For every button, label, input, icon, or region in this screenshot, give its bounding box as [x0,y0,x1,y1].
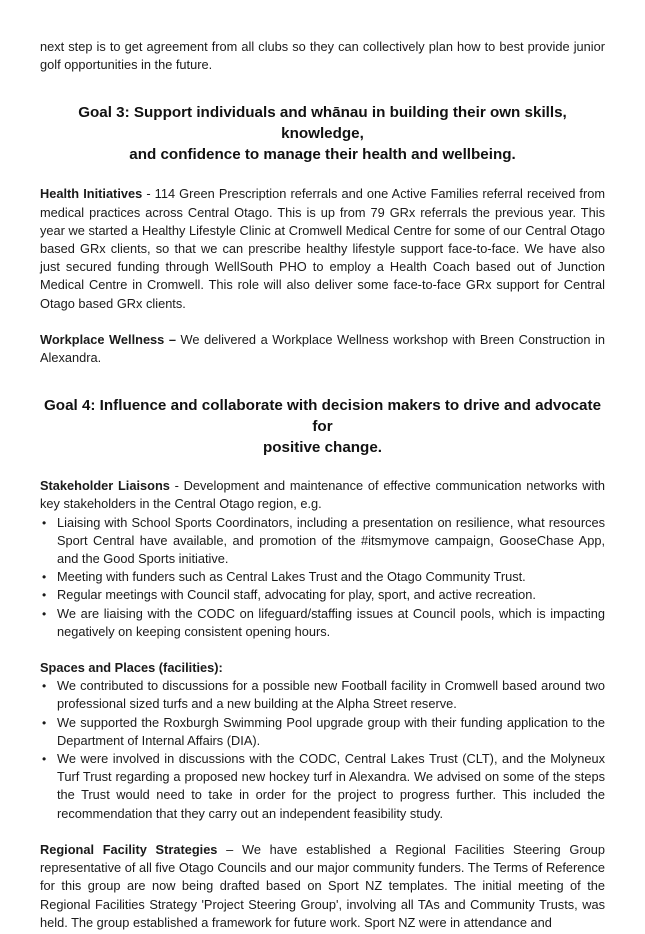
goal4-heading-line1: Goal 4: Influence and collaborate with decision makers to drive and advocate for [43,397,602,436]
bullet-icon: • [42,606,47,621]
regional-facility-text: – We have established a Regional Facilities Steering Group representative of all five Otago Councils and our major community funders. The Terms of Reference for this group are now being drafted based on Sport NZ templates. The initial meeting of the Regional Facilities Strategy 'Project Steering Group', involving all TAs and Community Trusts, was held. The group established a framework for future work. Sport NZ were in attendance and [40,841,605,930]
bullet-icon: • [42,588,47,603]
list-item: • We were involved in discussions with the CODC, Central Lakes Trust (CLT), and the Molyneux Turf Trust regarding a proposed new hockey turf in Alexandra. We advised on some of the steps the Trust would need to take in order for the project to progress further. This included the recommendation that they carry out an independent feasibility study. [42,751,605,821]
health-initiatives-lead: Health Initiatives [40,186,143,202]
bullet-icon: • [42,715,47,730]
regional-facility-paragraph [40,841,605,932]
stakeholder-list [40,514,605,641]
spaces-list [40,677,605,823]
goal3-heading-line1: Goal 3: Support individuals and whānau in building their own skills, knowledge, [78,104,567,143]
workplace-wellness-text: We delivered a Workplace Wellness workshop with Breen Construction in Alexandra. [40,331,605,366]
goal4-heading [40,395,605,458]
stakeholder-liaisons-lead: Stakeholder Liaisons [40,478,170,494]
list-item: • We are liaising with the CODC on lifeguard/staffing issues at Council pools, which is impacting negatively on keeping consistent opening hours. [42,605,605,639]
goal3-heading-line2: and confidence to manage their health and wellbeing. [129,146,516,164]
regional-facility-lead: Regional Facility Strategies [40,841,218,857]
goal4-heading-line2: positive change. [262,439,382,457]
health-initiatives-paragraph [40,185,605,312]
goal3-heading [40,102,605,165]
list-item: • We supported the Roxburgh Swimming Pool upgrade group with their funding application to the Department of Internal Affairs (DIA). [42,714,605,748]
intro-continuation: next step is to get agreement from all clubs so they can collectively plan how to best provide junior golf opportunities in the future. [40,39,605,73]
health-initiatives-text: - 114 Green Prescription referrals and one Active Families referral received from medical practices across Central Otago. This is up from 79 GRx referrals the previous year. This year we started a Healthy Lifestyle Clinic at Cromwell Medical Centre for some of our Central Otago based GRx clients, so that we can prescribe healthy lifestyle support face-to-face. We have also just secured funding through WellSouth PHO to employ a Health Coach based out of Junction Medical Centre in Cromwell. This role will also deliver some face-to-face GRx support for Central Otago based GRx clients. [40,186,605,311]
bullet-icon: • [42,570,47,585]
workplace-wellness-lead: Workplace Wellness – [40,331,176,347]
list-item: • Liaising with School Sports Coordinators, including a presentation on resilience, what resources Sport Central have available, and promotion of the #itsmymove campaign, GooseChase App, and the Good Sports initiative. [42,514,605,567]
stakeholder-liaisons-paragraph [40,477,605,513]
list-item: • We contributed to discussions for a possible new Football facility in Cromwell based around two professional sized turfs and a new building at the Alpha Street reserve. [42,678,605,712]
bullet-icon: • [42,679,47,694]
spaces-places-title: Spaces and Places (facilities): [40,660,223,676]
list-item: • Meeting with funders such as Central Lakes Trust and the Otago Community Trust. [40,568,605,586]
list-item: • Regular meetings with Council staff, advocating for play, sport, and active recreation. [40,586,605,604]
stakeholder-liaisons-text: - Development and maintenance of effective communication networks with key stakeholders in the Central Otago region, e.g. [40,478,605,512]
bullet-icon: • [42,515,47,530]
workplace-wellness-paragraph [40,331,605,367]
bullet-icon: • [42,752,47,767]
